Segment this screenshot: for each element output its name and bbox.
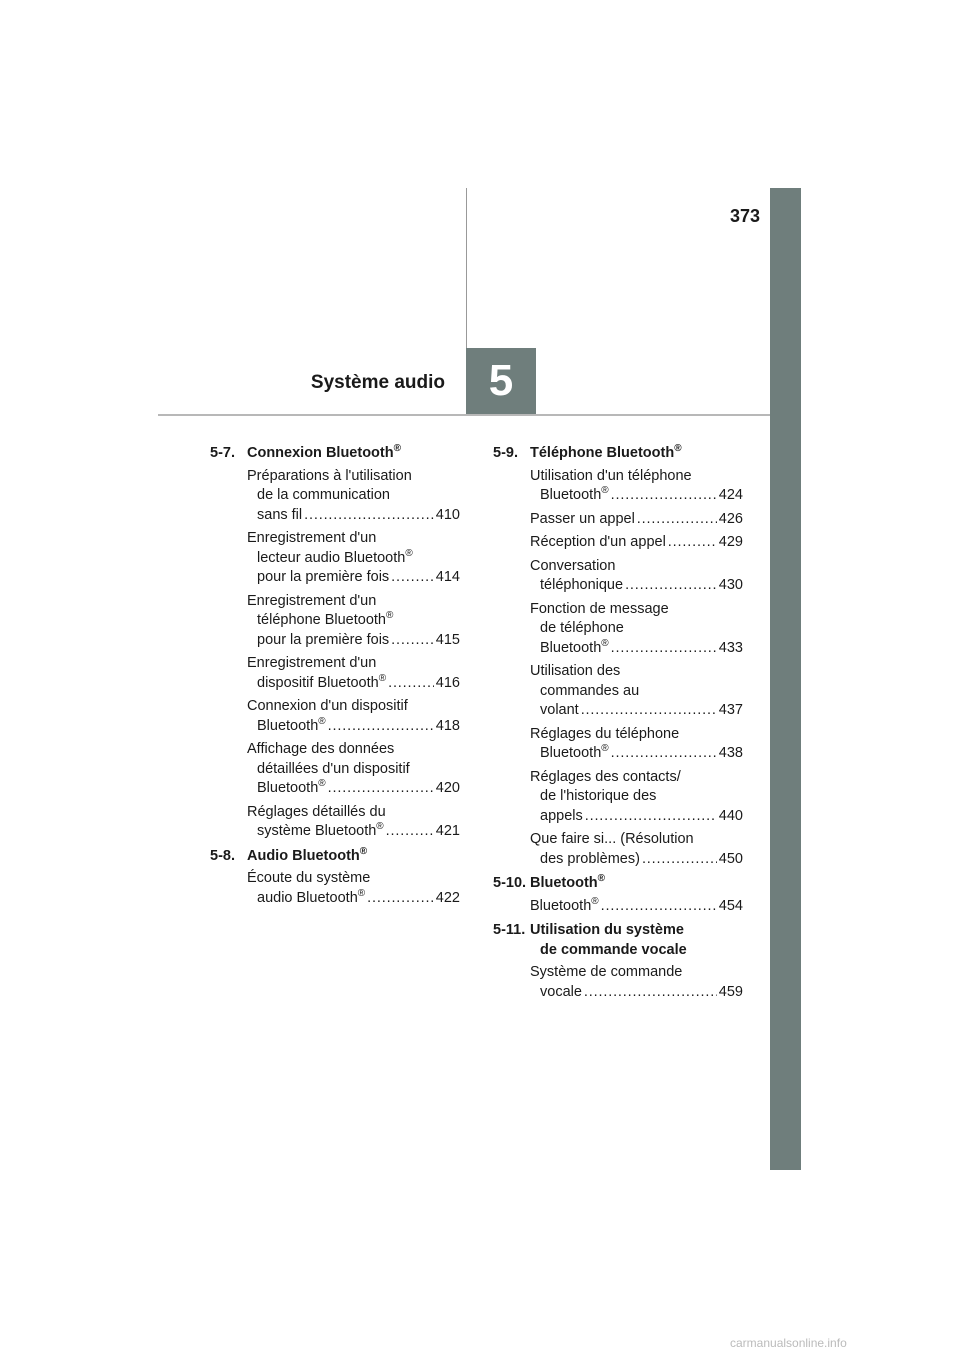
- toc-section-title-line: Bluetooth®: [530, 873, 606, 891]
- toc-page-number: 437: [718, 702, 743, 718]
- toc-entry-last-line: [247, 889, 460, 909]
- toc-section-heading[interactable]: [493, 921, 743, 960]
- toc-page-number: 426: [718, 510, 743, 527]
- toc-entry[interactable]: [247, 654, 460, 693]
- registered-mark: ®: [674, 443, 682, 455]
- toc-entry-text: Bluetooth®: [540, 743, 609, 761]
- toc-entry-text: Bluetooth®: [540, 637, 609, 656]
- toc-entry-list: [247, 467, 460, 842]
- toc-section-heading[interactable]: [493, 874, 743, 894]
- toc-entry-line: Que faire si... (Résolution: [530, 831, 694, 847]
- toc-entry-text: pour la première fois: [257, 569, 390, 585]
- toc-page-number: 429: [718, 534, 743, 550]
- toc-page-number: 420: [435, 780, 460, 796]
- toc-entry-text: dispositif Bluetooth®: [257, 672, 387, 691]
- toc-entry[interactable]: [530, 768, 743, 827]
- registered-mark: ®: [591, 895, 599, 907]
- dot-leader: [611, 639, 717, 659]
- toc-entry[interactable]: [247, 592, 460, 651]
- dot-leader: [367, 889, 434, 909]
- toc-entry[interactable]: [530, 963, 743, 1002]
- toc-section-title-line: Utilisation du système: [530, 922, 684, 938]
- toc-entry-line: Réglages détaillés du: [247, 803, 386, 820]
- toc-entry-list: [530, 963, 743, 1002]
- toc-section-number: 5-9.: [493, 445, 518, 461]
- toc-section-title-line: de commande vocale: [540, 941, 687, 958]
- registered-mark: ®: [386, 610, 394, 622]
- toc-entry-last-line: [247, 506, 460, 526]
- toc-page-number: 433: [718, 639, 743, 656]
- toc-entry-text: sans fil: [257, 506, 303, 523]
- toc-section-title: [530, 444, 743, 464]
- toc-page-number: 418: [435, 717, 460, 734]
- toc-entry-text: Réception d'un appel: [530, 534, 666, 550]
- dot-leader: [625, 576, 717, 596]
- toc-entry-line: Conversation: [530, 557, 616, 574]
- toc-entry-line: Réglages du téléphone: [530, 725, 680, 742]
- toc-section-title-line: Téléphone Bluetooth®: [530, 443, 682, 461]
- toc-section-title: [530, 921, 743, 960]
- toc-section-number: 5-11.: [493, 922, 526, 938]
- toc-entry-last-line: [530, 983, 743, 1003]
- toc-entry-list: [530, 467, 743, 870]
- dot-leader: [601, 897, 717, 917]
- toc-entry-line: Affichage des données: [247, 741, 395, 757]
- toc-entry-text: Bluetooth®: [257, 778, 326, 796]
- toc-entry-line: Préparations à l'utilisation: [247, 467, 412, 484]
- dot-leader: [642, 850, 717, 870]
- toc-section-title: [247, 847, 460, 867]
- chapter-number-box: 5: [466, 348, 536, 414]
- toc-section-title-line: Connexion Bluetooth®: [247, 443, 401, 461]
- registered-mark: ®: [318, 778, 326, 790]
- toc-entry-line: commandes au: [540, 682, 640, 699]
- toc-entry[interactable]: [247, 869, 460, 908]
- toc-column-left: [210, 444, 460, 913]
- registered-mark: ®: [359, 845, 368, 857]
- toc-entry[interactable]: [530, 897, 743, 917]
- dot-leader: [611, 486, 717, 506]
- toc-entry-list: [530, 897, 743, 917]
- toc-section-heading[interactable]: [210, 444, 460, 464]
- toc-entry[interactable]: [530, 557, 743, 596]
- toc-section-heading[interactable]: [493, 444, 743, 464]
- toc-entry-text: pour la première fois: [257, 631, 390, 648]
- toc-page-number: 414: [435, 569, 460, 585]
- toc-entry-last-line: [530, 533, 743, 553]
- toc-entry-last-line: [247, 779, 460, 799]
- toc-entry-text: Bluetooth®: [530, 895, 599, 914]
- toc-entry-line: détaillées d'un dispositif: [257, 760, 410, 777]
- toc-entry[interactable]: [530, 510, 743, 530]
- toc-entry-line: téléphone Bluetooth®: [257, 610, 394, 628]
- registered-mark: ®: [393, 443, 401, 455]
- toc-entry-text: Passer un appel: [530, 510, 635, 527]
- dot-leader: [585, 807, 717, 827]
- dot-leader: [668, 533, 717, 553]
- registered-mark: ®: [601, 485, 609, 497]
- toc-entry-line: de la communication: [257, 487, 390, 503]
- toc-entry-line: Écoute du système: [247, 870, 371, 886]
- dot-leader: [391, 568, 434, 588]
- toc-entry-text: Bluetooth®: [540, 485, 609, 503]
- toc-entry-last-line: [530, 701, 743, 721]
- toc-entry-line: Enregistrement d'un: [247, 592, 377, 609]
- toc-page-number: 459: [718, 983, 743, 1000]
- dot-leader: [637, 510, 717, 530]
- registered-mark: ®: [378, 672, 387, 684]
- toc-entry-last-line: [530, 807, 743, 827]
- toc-entry-last-line: [530, 486, 743, 506]
- toc-entry-last-line: [530, 576, 743, 596]
- registered-mark: ®: [601, 637, 609, 649]
- toc-entry[interactable]: [247, 697, 460, 736]
- toc-section-title: [247, 444, 460, 464]
- toc-section-heading[interactable]: [210, 847, 460, 867]
- toc-entry[interactable]: [530, 600, 743, 659]
- toc-entry-text: vocale: [540, 983, 582, 1000]
- toc-page-number: 450: [718, 850, 743, 867]
- toc-entry-line: de l'historique des: [540, 788, 657, 804]
- toc-entry-last-line: [247, 568, 460, 588]
- registered-mark: ®: [597, 873, 606, 885]
- toc-entry-last-line: [247, 717, 460, 737]
- toc-entry-line: de téléphone: [540, 620, 624, 636]
- toc-entry-last-line: [247, 631, 460, 651]
- dot-leader: [304, 506, 434, 526]
- toc-entry[interactable]: [530, 830, 743, 869]
- toc-page-number: 415: [435, 631, 460, 648]
- chapter-side-tab: [770, 188, 801, 1170]
- dot-leader: [584, 983, 717, 1003]
- toc-entry[interactable]: [247, 467, 460, 526]
- toc-page-number: 438: [718, 745, 743, 761]
- toc-entry-text: volant: [540, 702, 579, 718]
- dot-leader: [328, 779, 434, 799]
- toc-entry-last-line: [247, 822, 460, 842]
- toc-entry-last-line: [530, 510, 743, 530]
- registered-mark: ®: [357, 887, 366, 899]
- toc-entry-line: Connexion d'un dispositif: [247, 698, 408, 714]
- toc-section-title: [530, 874, 743, 894]
- toc-entry-text: des problèmes): [540, 850, 640, 867]
- toc-entry[interactable]: [247, 529, 460, 588]
- toc-entry-text: appels: [540, 807, 583, 824]
- toc-entry-last-line: [530, 897, 743, 917]
- toc-entry-line: Système de commande: [530, 964, 683, 980]
- toc-section-number: 5-8.: [210, 847, 235, 864]
- toc-entry-last-line: [247, 674, 460, 694]
- toc-entry-line: Utilisation des: [530, 663, 621, 679]
- header-vertical-rule: [466, 188, 467, 348]
- registered-mark: ®: [405, 547, 413, 559]
- registered-mark: ®: [601, 743, 609, 755]
- dot-leader: [581, 701, 717, 721]
- toc-entry-text: audio Bluetooth®: [257, 887, 366, 906]
- toc-entry[interactable]: [247, 740, 460, 799]
- dot-leader: [611, 744, 717, 764]
- header-horizontal-rule: [158, 414, 770, 416]
- toc-section-number: 5-7.: [210, 445, 235, 461]
- toc-page-number: 424: [718, 487, 743, 503]
- toc-page-number: 454: [718, 897, 743, 914]
- toc-entry-line: Enregistrement d'un: [247, 530, 377, 546]
- toc-entry-line: lecteur audio Bluetooth®: [257, 547, 413, 566]
- toc-entry[interactable]: [247, 803, 460, 842]
- toc-entry-text: téléphonique: [540, 577, 624, 593]
- dot-leader: [388, 674, 434, 694]
- toc-page-number: 416: [435, 674, 460, 691]
- watermark: carmanualsonline.info: [730, 1336, 847, 1350]
- toc-entry-last-line: [530, 744, 743, 764]
- dot-leader: [328, 717, 434, 737]
- toc-section-number: 5-10.: [493, 875, 527, 891]
- toc-section-title-line: Audio Bluetooth®: [247, 845, 368, 864]
- toc-column-right: [493, 444, 743, 1007]
- toc-entry-line: Fonction de message: [530, 600, 669, 617]
- dot-leader: [391, 631, 434, 651]
- chapter-title: Système audio: [310, 372, 445, 393]
- toc-entry-text: Bluetooth®: [257, 715, 326, 734]
- toc-entry-last-line: [530, 850, 743, 870]
- toc-page-number: 430: [718, 577, 743, 593]
- page-number: 373: [729, 206, 760, 226]
- toc-entry[interactable]: [530, 725, 743, 764]
- toc-entry[interactable]: [530, 662, 743, 721]
- toc-entry-last-line: [530, 639, 743, 659]
- toc-entry-line: Réglages des contacts/: [530, 768, 681, 785]
- registered-mark: ®: [376, 821, 384, 833]
- toc-entry-text: système Bluetooth®: [257, 821, 384, 839]
- toc-entry[interactable]: [530, 467, 743, 506]
- toc-entry-line: Utilisation d'un téléphone: [530, 467, 692, 484]
- toc-page-number: 410: [435, 506, 460, 523]
- toc-entry-line: Enregistrement d'un: [247, 655, 377, 671]
- toc-entry-list: [247, 869, 460, 908]
- toc-page-number: 440: [718, 807, 743, 824]
- registered-mark: ®: [318, 715, 326, 727]
- toc-entry[interactable]: [530, 533, 743, 553]
- dot-leader: [386, 822, 434, 842]
- toc-page-number: 421: [435, 823, 460, 839]
- toc-page-number: 422: [435, 889, 460, 906]
